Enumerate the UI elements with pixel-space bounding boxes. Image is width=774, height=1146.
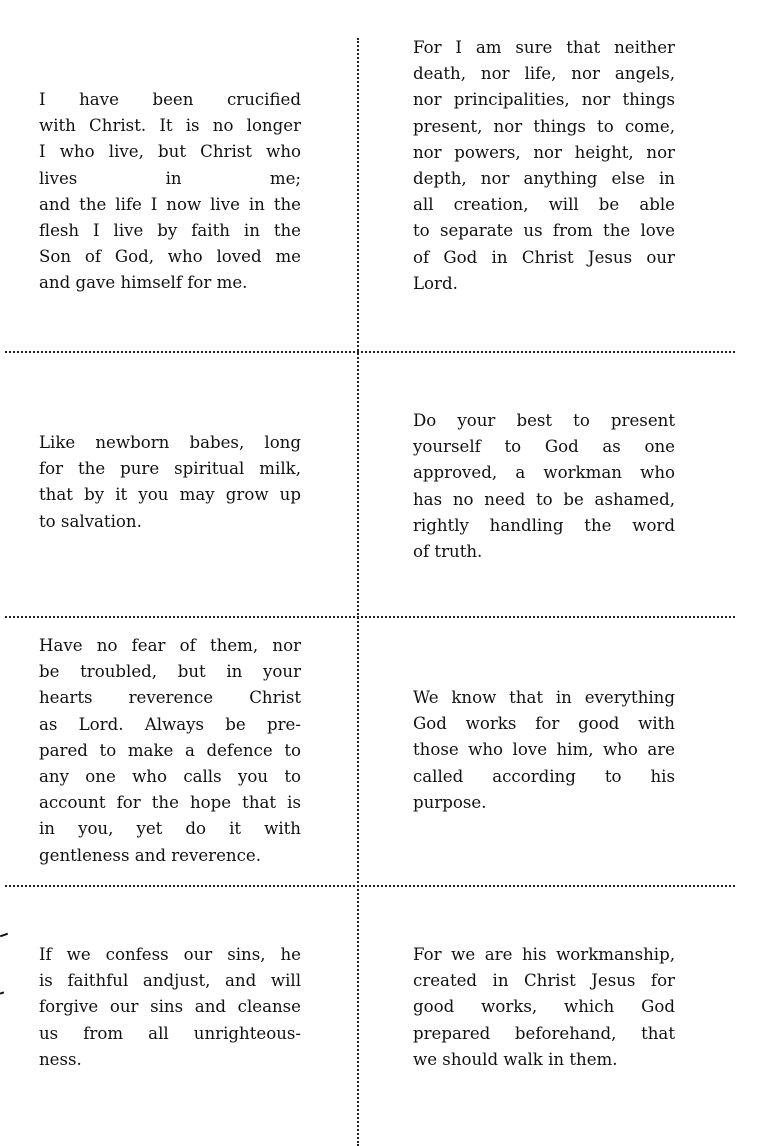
horizontal-cut-line bbox=[5, 616, 735, 618]
verse-line: to salvation. bbox=[39, 511, 142, 531]
verse-line: nor principalities, nor things bbox=[413, 90, 675, 110]
verse-line: be troubled, but in your bbox=[39, 662, 301, 682]
verse-line: we should walk in them. bbox=[413, 1049, 618, 1069]
verse-line: Lord. bbox=[413, 273, 458, 293]
verse-line: has no need to be ashamed, bbox=[413, 489, 675, 509]
verse-line: created in Christ Jesus for bbox=[413, 971, 675, 991]
verse-line: God works for good with bbox=[413, 714, 675, 734]
verse-line: hearts reverence Christ bbox=[39, 688, 301, 708]
verse-card-4 bbox=[413, 408, 675, 565]
verse-card-5 bbox=[39, 633, 301, 869]
verse-line: present, nor things to come, bbox=[413, 116, 675, 136]
verse-line: Have no fear of them, nor bbox=[39, 636, 301, 655]
margin-mark bbox=[0, 933, 8, 938]
verse-line: pared to make a defence to bbox=[39, 740, 301, 760]
verse-line: approved, a workman who bbox=[413, 463, 675, 483]
verse-line: with Christ. It is no longer bbox=[39, 116, 301, 136]
verse-line: for the pure spiritual milk, bbox=[39, 459, 301, 479]
verse-card-2 bbox=[413, 35, 675, 297]
verse-line: to separate us from the love bbox=[413, 221, 675, 241]
verse-line: good works, which God bbox=[413, 997, 675, 1017]
verse-line: account for the hope that is bbox=[39, 793, 301, 813]
verse-line: is faithful andjust, and will bbox=[39, 971, 301, 991]
verse-line: I have been crucified bbox=[39, 90, 301, 109]
verse-line: us from all unrighteous- bbox=[39, 1023, 301, 1043]
verse-line: those who love him, who are bbox=[413, 740, 675, 760]
verse-line: yourself to God as one bbox=[413, 437, 675, 457]
verse-line: gentleness and reverence. bbox=[39, 845, 261, 865]
verse-card-6 bbox=[413, 685, 675, 816]
verse-line: depth, nor anything else in bbox=[413, 169, 675, 189]
verse-line: and the life I now live in the bbox=[39, 194, 301, 214]
margin-mark bbox=[0, 991, 4, 994]
verse-line: ness. bbox=[39, 1049, 82, 1069]
verse-line: in you, yet do it with bbox=[39, 819, 301, 839]
verse-line: rightly handling the word bbox=[413, 515, 675, 535]
verse-line: all creation, will be able bbox=[413, 195, 675, 215]
verse-line: If we confess our sins, he bbox=[39, 945, 301, 964]
verse-line: and gave himself for me. bbox=[39, 273, 248, 293]
verse-line: any one who calls you to bbox=[39, 767, 301, 787]
verse-card-7 bbox=[39, 942, 301, 1073]
verse-line: For we are his workmanship, bbox=[413, 945, 675, 964]
verse-line: For I am sure that neither bbox=[413, 38, 675, 57]
verse-line: death, nor life, nor angels, bbox=[413, 64, 675, 84]
verse-line: of God in Christ Jesus our bbox=[413, 247, 675, 267]
verse-line: forgive our sins and cleanse bbox=[39, 997, 301, 1017]
verse-line: Son of God, who loved me bbox=[39, 247, 301, 267]
verse-line: Like newborn babes, long bbox=[39, 433, 301, 452]
verse-card-3 bbox=[39, 430, 301, 535]
verse-line: called according to his bbox=[413, 766, 675, 786]
verse-line: flesh I live by faith in the bbox=[39, 221, 301, 241]
verse-line: that by it you may grow up bbox=[39, 485, 301, 505]
verse-line: of truth. bbox=[413, 542, 483, 562]
verse-line: I who live, but Christ who bbox=[39, 142, 301, 162]
verse-line: prepared beforehand, that bbox=[413, 1023, 675, 1043]
verse-line: purpose. bbox=[413, 792, 487, 812]
verse-card-1 bbox=[39, 87, 301, 297]
verse-line: nor powers, nor height, nor bbox=[413, 142, 675, 162]
verse-line: lives in me; bbox=[39, 168, 301, 188]
verse-line: as Lord. Always be pre- bbox=[39, 714, 301, 734]
horizontal-cut-line bbox=[5, 351, 735, 353]
verse-card-8 bbox=[413, 942, 675, 1073]
verse-line: Do your best to present bbox=[413, 411, 675, 430]
verse-line: We know that in everything bbox=[413, 688, 675, 707]
horizontal-cut-line bbox=[5, 885, 735, 887]
vertical-cut-line bbox=[357, 38, 359, 1146]
